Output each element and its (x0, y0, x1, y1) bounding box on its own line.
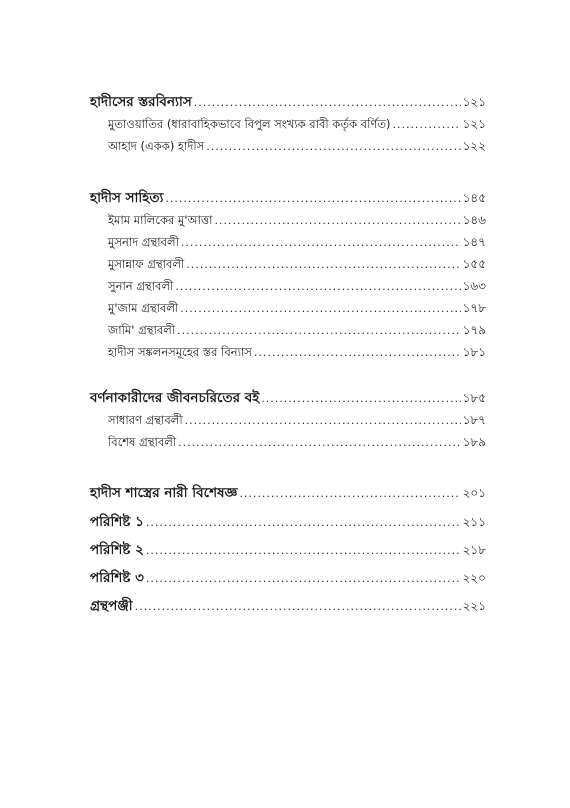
toc-entry-page: ১৪৬ (462, 213, 486, 227)
toc-entry-page: ১৮৯ (462, 435, 486, 449)
toc-entry-title: পরিশিষ্ট ২ (90, 542, 144, 558)
toc-entry-title: পরিশিষ্ট ৩ (90, 570, 144, 586)
toc-entry-page: ১৭৮ (462, 301, 486, 315)
toc-subentry (108, 342, 486, 363)
toc-entry-title: মুতাওয়াতির (ধারাবাহিকভাবে বিপুল সংখ্যক রাবী কর্তৃক বর্ণিত) (108, 117, 391, 131)
dot-leader (215, 211, 461, 231)
dot-leader (239, 484, 460, 504)
toc-entry-title: বিশেষ গ্রন্থাবলী (108, 435, 177, 449)
toc-entry-page: ১৫৫ (462, 257, 486, 271)
toc-entry-title: মু'জাম গ্রন্থাবলী (108, 301, 179, 315)
toc-entry (90, 388, 486, 409)
toc-entry-page: ১২১ (462, 95, 486, 109)
toc-subentry (108, 114, 486, 135)
toc-subentry (108, 254, 486, 275)
toc-entry-page: ১৪৭ (462, 235, 486, 249)
toc-entry-title: হাদীস সাহিত্য (90, 190, 164, 206)
dot-leader (146, 569, 461, 589)
toc-entry-page: ২২১ (462, 599, 486, 613)
toc-subentry (108, 320, 486, 341)
toc-subentry (108, 136, 486, 157)
toc-entry-title: মুসনাদ গ্রন্থাবলী (108, 235, 179, 249)
toc-entry-title: জামি' গ্রন্থাবলী (108, 323, 176, 337)
toc-entry-page: ২১৮ (462, 543, 486, 557)
dot-leader (206, 137, 460, 157)
toc-entry-title: হাদীসের স্তরবিন্যাস (90, 94, 192, 110)
dot-leader (177, 321, 460, 341)
toc-entry-title: ইমাম মালিকের মু'আত্তা (108, 213, 213, 227)
toc-subentry (108, 210, 486, 231)
toc-entry (90, 540, 486, 561)
dot-leader (254, 343, 461, 363)
toc-entry (90, 568, 486, 589)
dot-leader (146, 541, 461, 561)
toc-subentry (108, 410, 486, 431)
toc-entry-page: ২২০ (462, 571, 486, 585)
toc-entry-page: ১৪৫ (462, 191, 486, 205)
toc-entry-title: সাধারণ গ্রন্থাবলী (108, 413, 183, 427)
toc-entry-page: ২১১ (462, 515, 486, 529)
dot-leader (178, 433, 461, 453)
dot-leader (392, 115, 460, 135)
toc-entry-page: ২০১ (462, 486, 486, 500)
dot-leader (165, 189, 460, 209)
toc-entry-title: বর্ণনাকারীদের জীবনচরিতের বই (90, 390, 260, 406)
toc-entry-page: ১৮৭ (462, 413, 486, 427)
dot-leader (181, 233, 461, 253)
dot-leader (175, 277, 460, 297)
dot-leader (186, 255, 460, 275)
dot-leader (185, 411, 461, 431)
toc-entry-page: ১৭৯ (462, 323, 486, 337)
toc-subentry (108, 232, 486, 253)
toc-entry (90, 596, 486, 617)
toc-entry-title: হাদীস শাস্ত্রের নারী বিশেষজ্ঞ (90, 485, 238, 501)
dot-leader (261, 389, 460, 409)
dot-leader (194, 93, 461, 113)
dot-leader (146, 513, 461, 533)
toc-entry (90, 483, 486, 504)
toc-entry-title: আহাদ (একক) হাদীস (108, 139, 205, 153)
toc-entry-title: মুসান্নাফ গ্রন্থাবলী (108, 257, 185, 271)
toc-entry (90, 512, 486, 533)
dot-leader (135, 597, 461, 617)
toc-subentry (108, 298, 486, 319)
toc-entry-page: ১৮৫ (462, 391, 486, 405)
toc-entry-title: সুনান গ্রন্থাবলী (108, 279, 174, 293)
dot-leader (180, 299, 460, 319)
toc-entry (90, 92, 486, 113)
toc-entry (90, 188, 486, 209)
toc-entry-page: ১৬৩ (462, 279, 486, 293)
toc-entry-page: ১২১ (462, 117, 486, 131)
toc-entry-page: ১৮১ (462, 345, 486, 359)
toc-entry-page: ১২২ (462, 139, 486, 153)
toc-entry-title: হাদীস সঙ্কলনসমূহের স্তর বিন্যাস (108, 345, 252, 359)
toc-subentry (108, 276, 486, 297)
toc-entry-title: গ্রন্থপঞ্জী (90, 598, 133, 614)
toc-subentry (108, 432, 486, 453)
toc-entry-title: পরিশিষ্ট ১ (90, 514, 144, 530)
